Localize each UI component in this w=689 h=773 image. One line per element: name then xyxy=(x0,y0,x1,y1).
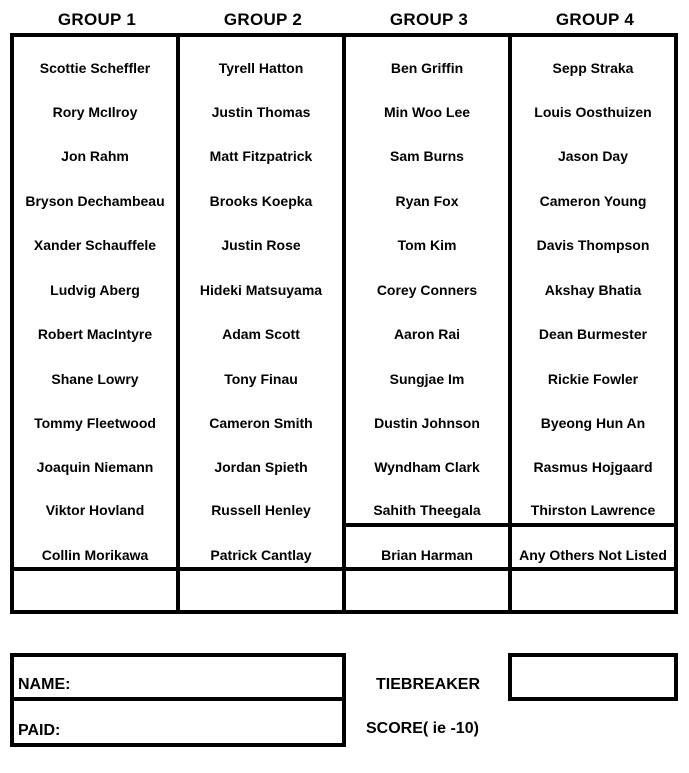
paid-field[interactable] xyxy=(10,697,346,747)
group-2-box xyxy=(176,33,346,614)
player-name: Justin Rose xyxy=(221,237,301,253)
player-name: Rory McIlroy xyxy=(52,104,138,120)
group-3-box xyxy=(342,33,512,614)
player-name: Corey Conners xyxy=(376,282,478,298)
player-name: Aaron Rai xyxy=(393,326,461,342)
player-name: Louis Oosthuizen xyxy=(534,104,652,120)
player-name: Rickie Fowler xyxy=(547,371,639,387)
group-1-box xyxy=(10,33,180,614)
player-name: Akshay Bhatia xyxy=(544,282,642,298)
player-name: Ryan Fox xyxy=(395,193,459,209)
player-name: Sepp Straka xyxy=(552,60,634,76)
group-3-header: GROUP 3 xyxy=(389,10,469,29)
player-name: Sahith Theegala xyxy=(373,502,481,518)
player-name: Justin Thomas xyxy=(211,104,311,120)
player-name: Byeong Hun An xyxy=(540,415,646,431)
name-field[interactable] xyxy=(10,653,346,701)
group-4-header: GROUP 4 xyxy=(555,10,635,29)
player-name: Matt Fitzpatrick xyxy=(209,148,313,164)
player-name: Tyrell Hatton xyxy=(218,60,304,76)
player-name: Ludvig Aberg xyxy=(50,282,140,298)
tiebreaker-score-field[interactable] xyxy=(508,653,678,701)
group-3-pick-field[interactable] xyxy=(346,571,508,610)
player-name: Dean Burmester xyxy=(538,326,648,342)
group-4-inner-divider xyxy=(512,523,674,527)
name-label: NAME: xyxy=(18,676,71,693)
group-1-header: GROUP 1 xyxy=(57,10,137,29)
player-name: Jon Rahm xyxy=(61,148,129,164)
player-name: Cameron Smith xyxy=(209,415,313,431)
player-name: Collin Morikawa xyxy=(41,547,149,563)
player-name: Min Woo Lee xyxy=(383,104,471,120)
player-name: Xander Schauffele xyxy=(33,237,157,253)
player-name: Robert MacIntyre xyxy=(37,326,153,342)
paid-label: PAID: xyxy=(18,722,61,739)
player-name: Tony Finau xyxy=(224,371,298,387)
player-name: Brian Harman xyxy=(381,547,473,563)
player-name: Joaquin Niemann xyxy=(36,459,154,475)
group-1-pick-field[interactable] xyxy=(14,571,176,610)
player-name: Ben Griffin xyxy=(390,60,464,76)
group-2-header: GROUP 2 xyxy=(223,10,303,29)
player-name: Adam Scott xyxy=(222,326,300,342)
player-name: Scottie Scheffler xyxy=(39,60,151,76)
player-name: Thirston Lawrence xyxy=(530,502,656,518)
tiebreaker-label: TIEBREAKER xyxy=(376,676,481,693)
player-name: Jason Day xyxy=(557,148,629,164)
player-name: Cameron Young xyxy=(539,193,647,209)
player-name: Rasmus Hojgaard xyxy=(533,459,653,475)
player-name: Russell Henley xyxy=(211,502,311,518)
player-name: Bryson Dechambeau xyxy=(25,193,165,209)
group-2-pick-field[interactable] xyxy=(180,571,342,610)
player-name: Dustin Johnson xyxy=(374,415,480,431)
player-name: Davis Thompson xyxy=(536,237,650,253)
player-name: Hideki Matsuyama xyxy=(199,282,323,298)
group-3-inner-divider xyxy=(346,523,508,527)
player-name: Viktor Hovland xyxy=(45,502,145,518)
player-name: Shane Lowry xyxy=(51,371,139,387)
score-label: SCORE( ie -10) xyxy=(366,720,479,737)
player-name: Brooks Koepka xyxy=(209,193,313,209)
player-name: Sungjae Im xyxy=(389,371,465,387)
player-name: Wyndham Clark xyxy=(374,459,480,475)
player-name: Tommy Fleetwood xyxy=(34,415,156,431)
group-4-pick-field[interactable] xyxy=(512,571,674,610)
player-name: Patrick Cantlay xyxy=(210,547,312,563)
player-name: Tom Kim xyxy=(397,237,457,253)
player-name: Any Others Not Listed xyxy=(519,547,667,563)
player-name: Jordan Spieth xyxy=(214,459,308,475)
group-4-box xyxy=(508,33,678,614)
player-name: Sam Burns xyxy=(390,148,464,164)
